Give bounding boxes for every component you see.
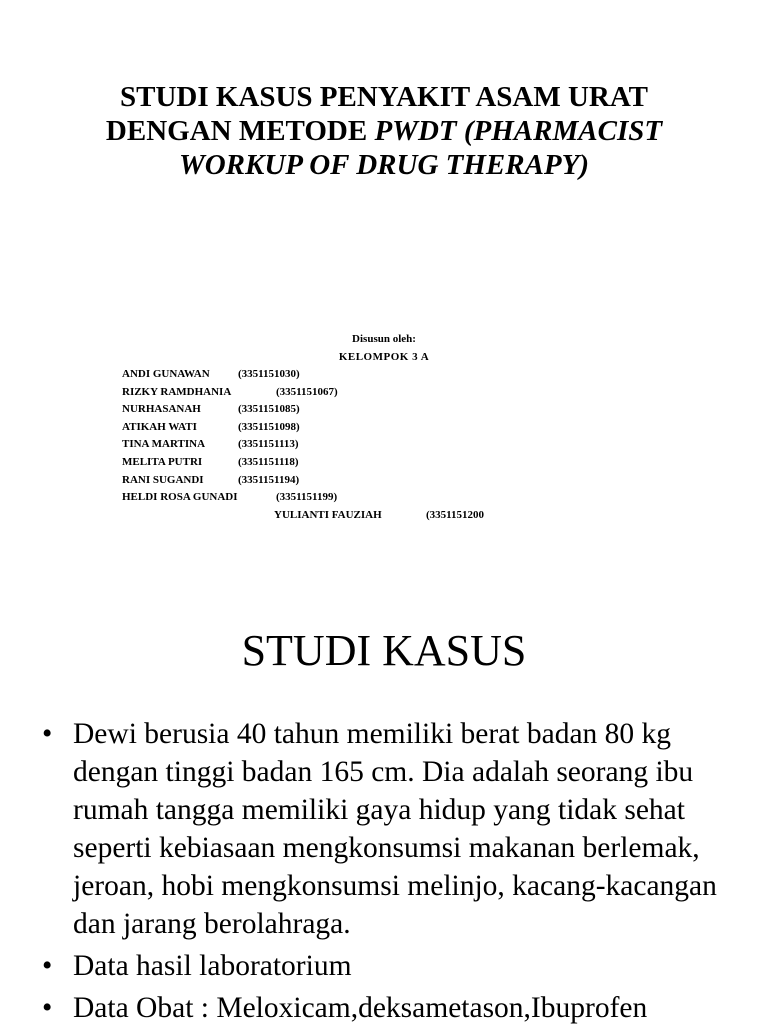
title-line-1: STUDI KASUS PENYAKIT ASAM URAT [119,81,649,113]
bullet-text: Data hasil laboratorium [73,950,352,982]
member-nim: (3351151199) [276,491,338,504]
member-name: RIZKY RAMDHANIA [122,385,232,398]
member-name: YULIANTI FAUZIAH [274,508,382,521]
bullet-list [42,715,732,1031]
member-name: MELITA PUTRI [122,455,203,468]
title-line-2-italic: PWDT (PHARMACIST [374,115,663,147]
member-name: ATIKAH WATI [122,420,197,433]
member-nim: (3351151113) [238,438,299,451]
member-name: RANI SUGANDI [122,473,204,486]
list-item [42,989,732,1027]
bullet-icon: • [42,992,53,1024]
slide-title: STUDI KASUS [241,626,527,675]
list-item [42,947,732,985]
member-nim: (3351151118) [238,455,299,468]
presentation-title [40,80,728,182]
bullet-icon: • [42,718,53,750]
member-name: HELDI ROSA GUNADI [122,491,238,504]
member-name: NURHASANAH [122,403,201,416]
member-nim: (3351151194) [238,473,300,486]
credits-group-label: KELOMPOK 3 A [338,351,430,363]
title-line-3-italic: WORKUP OF DRUG THERAPY) [178,149,590,181]
list-item [42,715,732,943]
bullet-text: Dewi berusia 40 tahun memiliki berat badan 80 kg dengan tinggi badan 165 cm. Dia adalah seorang ibu rumah tangga memiliki gaya hidup yang tidak sehat seperti kebiasaan mengkonsumsi makanan berlemak, jeroan, hobi mengkonsumsi melinjo, kacang-kacangan dan jarang berolahraga. [73,718,717,940]
title-line-2-plain: DENGAN METODE [105,115,375,147]
case-study-slide [0,580,768,1024]
bullet-text: Data Obat : Meloxicam,deksametason,Ibuprofen [73,992,648,1024]
bullet-icon: • [42,950,53,982]
member-nim: (3351151098) [238,420,300,433]
member-nim: (3351151030) [238,368,300,380]
member-nim: (3351151200 [426,508,485,521]
credits-by-label: Disusun oleh: [352,333,416,345]
member-nim: (3351151085) [238,403,300,416]
member-name: ANDI GUNAWAN [122,368,210,380]
member-name: TINA MARTINA [122,438,206,451]
member-nim: (3351151067) [276,385,338,398]
